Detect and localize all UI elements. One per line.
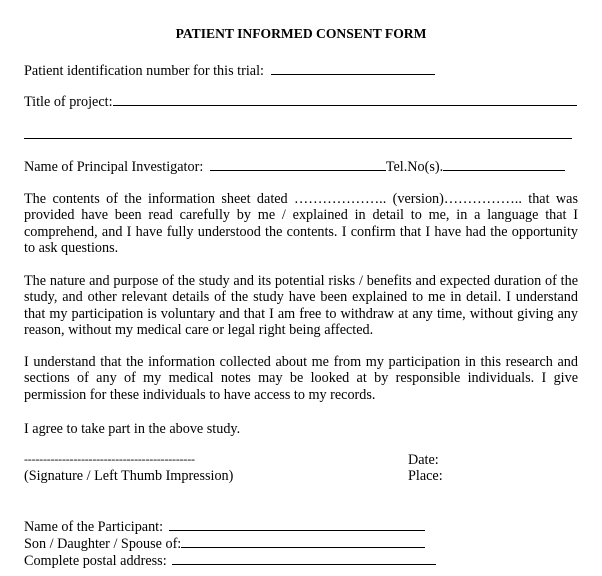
paragraph-line: sections of any of my medical notes may be looked at by responsible individuals. I give bbox=[24, 370, 578, 387]
paragraph-line: that my participation is voluntary and that I am free to withdraw at any time, without giving any bbox=[24, 305, 578, 322]
project-title-field[interactable] bbox=[113, 92, 577, 106]
relation-label: Son / Daughter / Spouse of: bbox=[24, 536, 182, 552]
signature-label: (Signature / Left Thumb Impression) bbox=[24, 468, 234, 484]
tel-field[interactable] bbox=[443, 157, 565, 171]
date-label: Date: bbox=[408, 452, 439, 468]
relation-row bbox=[24, 534, 425, 552]
paragraph-line: provided have been read carefully by me / explained in detail to me, in a language that I bbox=[24, 207, 578, 224]
project-title-field-continued[interactable] bbox=[24, 125, 572, 139]
paragraph-study-nature bbox=[24, 273, 578, 339]
address-row bbox=[24, 551, 436, 569]
participant-name-row bbox=[24, 517, 425, 535]
paragraph-line: to ask questions. bbox=[24, 240, 119, 257]
project-title-label: Title of project: bbox=[24, 94, 113, 110]
paragraph-records-access bbox=[24, 354, 578, 403]
agreement-statement: I agree to take part in the above study. bbox=[24, 421, 241, 437]
patient-id-field[interactable] bbox=[271, 61, 435, 75]
place-label: Place: bbox=[408, 468, 443, 484]
pi-label: Name of Principal Investigator: bbox=[24, 159, 204, 175]
paragraph-line: reason, without my medical care or legal right being affected. bbox=[24, 322, 374, 339]
paragraph-line: study, and other relevant details of the study have been explained to me in detail. I understand bbox=[24, 289, 578, 306]
paragraph-information-sheet bbox=[24, 191, 578, 257]
signature-line[interactable]: --------------------------------------------- bbox=[24, 452, 195, 466]
participant-name-field[interactable] bbox=[169, 517, 425, 531]
participant-name-label: Name of the Participant: bbox=[24, 519, 164, 535]
project-title-row bbox=[24, 92, 577, 110]
relation-field[interactable] bbox=[181, 534, 425, 548]
paragraph-line: The contents of the information sheet dated ……………….. (version)…………….. that was bbox=[24, 191, 578, 207]
tel-label: Tel.No(s). bbox=[385, 159, 444, 175]
pi-name-field[interactable] bbox=[210, 157, 386, 171]
patient-id-label: Patient identification number for this trial: bbox=[24, 63, 264, 79]
paragraph-line: permission for these individuals to have access to my records. bbox=[24, 386, 376, 403]
paragraph-line: The nature and purpose of the study and its potential risks / benefits and expected duration of the bbox=[24, 273, 578, 289]
paragraph-line: comprehend, and I have fully understood the contents. I confirm that I have had the opportunity bbox=[24, 223, 578, 240]
paragraph-line: I understand that the information collected about me from my participation in this research and bbox=[24, 354, 578, 370]
pi-row bbox=[24, 157, 565, 175]
patient-id-row bbox=[24, 61, 435, 79]
address-label: Complete postal address: bbox=[24, 553, 167, 569]
form-title: PATIENT INFORMED CONSENT FORM bbox=[175, 26, 427, 41]
address-field[interactable] bbox=[172, 551, 436, 565]
